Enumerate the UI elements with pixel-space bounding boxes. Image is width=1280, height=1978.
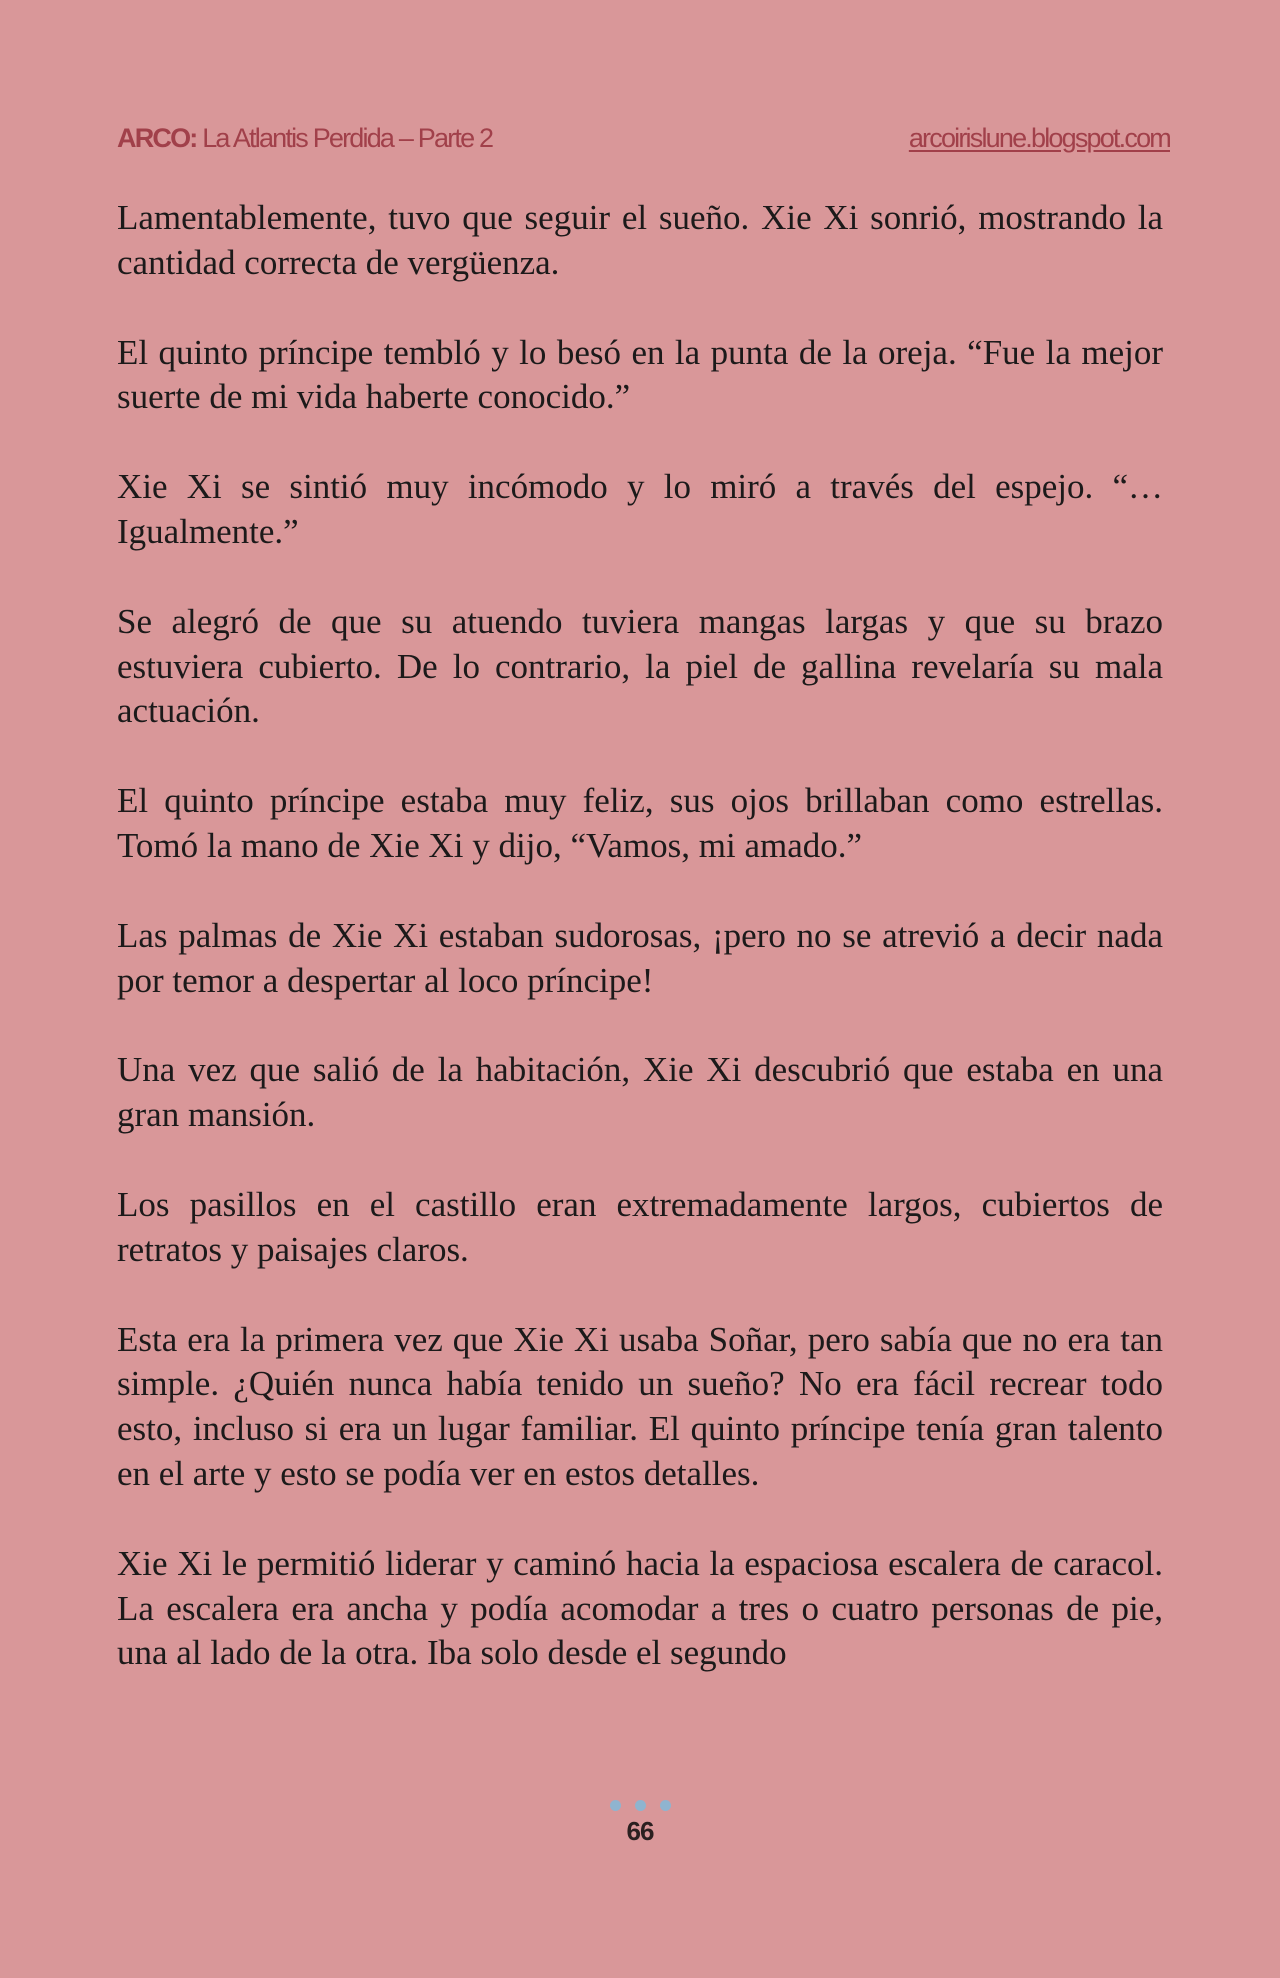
site-url-link[interactable]: arcoirislune.blogspot.com (908, 122, 1170, 153)
paragraph: El quinto príncipe estaba muy feliz, sus ojos brillaban como estrellas. Tomó la mano de Xie Xi y dijo, “Vamos, mi amado.” (117, 781, 1163, 865)
paragraph: Xie Xi le permitió liderar y caminó hacia la espaciosa escalera de caracol. La escalera era ancha y podía acomodar a tres o cuatro personas de pie, una al lado de la otra. Iba solo desde el segundo (117, 1543, 1163, 1673)
chapter-body (117, 196, 1163, 1676)
paragraph: Lamentablemente, tuvo que seguir el sueño. Xie Xi sonrió, mostrando la cantidad correcta de vergüenza. (117, 198, 1163, 282)
series-title-text: La Atlantis Perdida – Parte 2 (202, 122, 493, 153)
paragraph: El quinto príncipe tembló y lo besó en la punta de la oreja. “Fue la mejor suerte de mi vida haberte conocido.” (117, 332, 1163, 417)
dot-icon (635, 1800, 646, 1811)
page-footer (0, 1800, 1280, 1847)
paragraph: Se alegró de que su atuendo tuviera mangas largas y que su brazo estuviera cubierto. De lo contrario, la piel de gallina revelaría su mala actuación. (117, 601, 1163, 731)
paragraph: Esta era la primera vez que Xie Xi usaba Soñar, pero sabía que no era tan simple. ¿Quién nunca había tenido un sueño? No era fácil recrear todo esto, incluso si era un lugar familiar. El quinto príncipe tenía gran talento en el arte y esto se podía ver en estos detalles. (117, 1319, 1163, 1493)
paragraph: Los pasillos en el castillo eran extremadamente largos, cubiertos de retratos y paisajes claros. (117, 1184, 1163, 1269)
paragraph: Xie Xi se sintió muy incómodo y lo miró a través del espejo. “…Igualmente.” (117, 467, 1163, 551)
ellipsis-dots-icon (0, 1800, 1280, 1812)
page-number: 66 (626, 1816, 654, 1846)
series-title (117, 123, 492, 154)
dot-icon (660, 1800, 671, 1811)
paragraph: Una vez que salió de la habitación, Xie Xi descubrió que estaba en una gran mansión. (117, 1050, 1163, 1135)
series-code: ARCO: (117, 122, 197, 153)
running-header (117, 118, 1170, 158)
paragraph: Las palmas de Xie Xi estaban sudorosas, ¡pero no se atrevió a decir nada por temor a despertar al loco príncipe! (117, 915, 1163, 1000)
dot-icon (610, 1800, 621, 1811)
